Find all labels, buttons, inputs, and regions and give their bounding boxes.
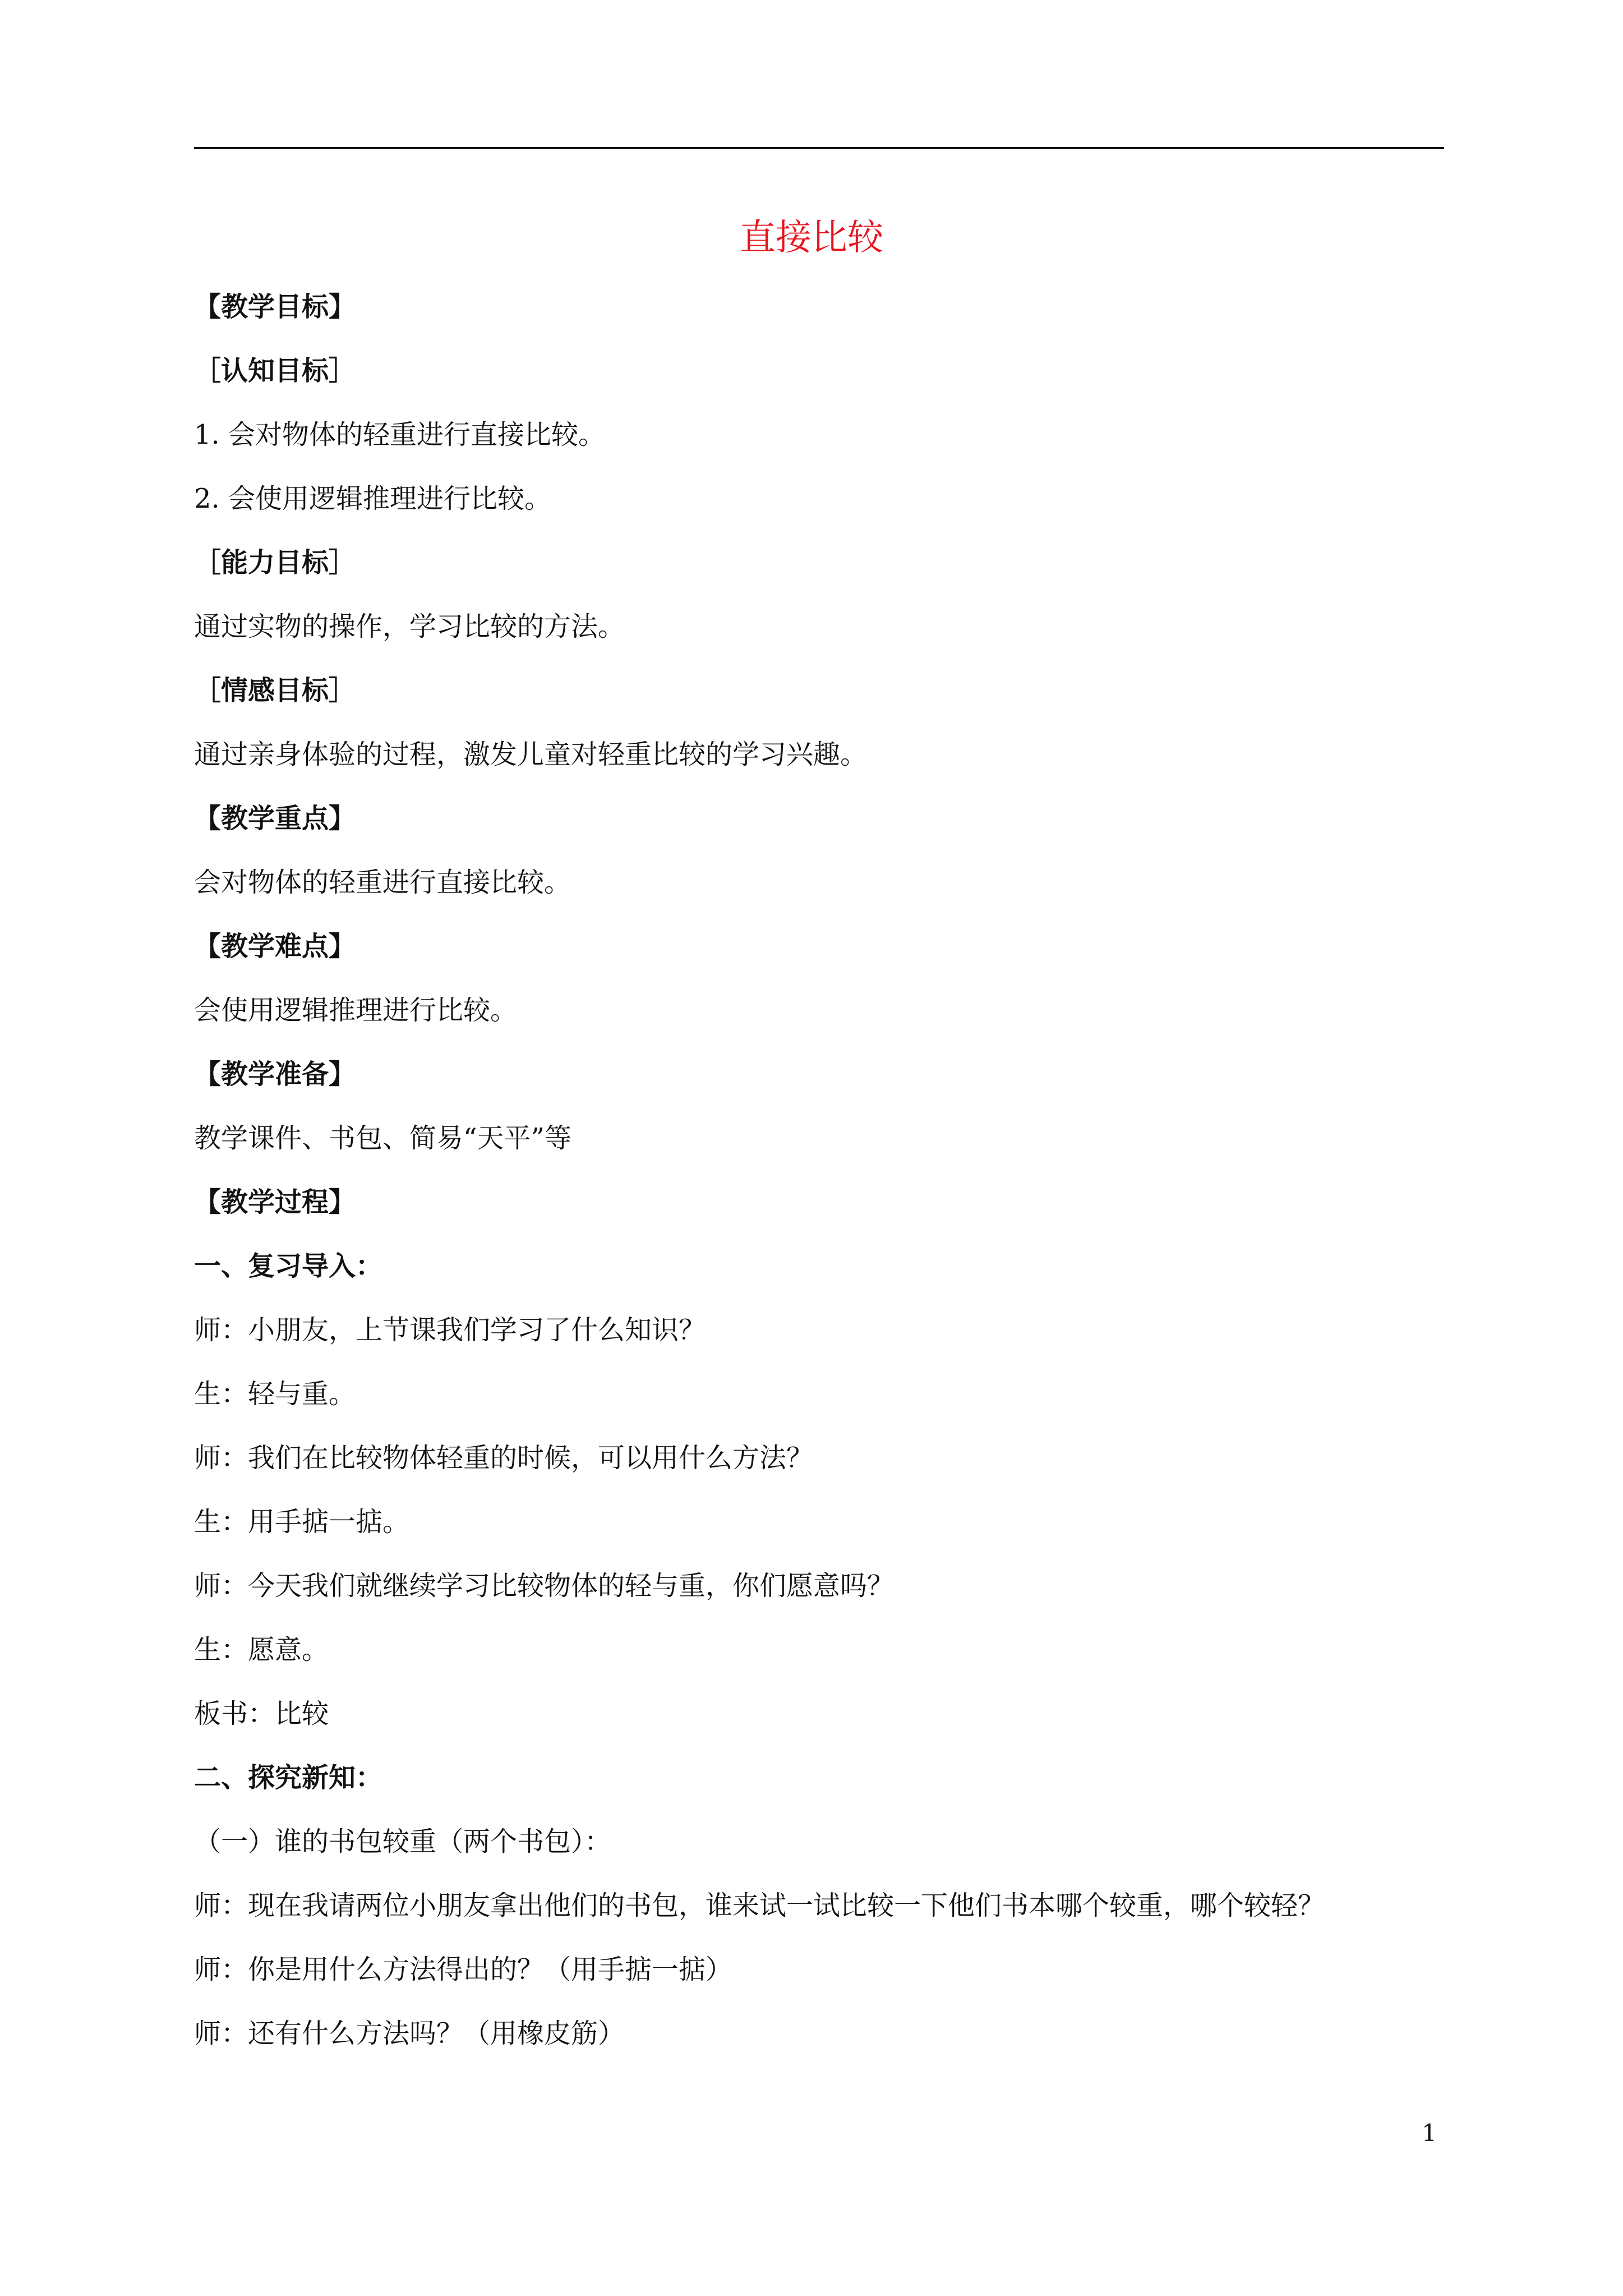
section-heading: ［认知目标］ [194, 355, 356, 386]
page-title: 直接比较 [740, 217, 883, 259]
paragraph-line: 生：用手掂一掂。 [194, 1506, 410, 1538]
paragraph-line: 会使用逻辑推理进行比较。 [194, 995, 518, 1026]
section-heading: 【教学目标】 [194, 291, 356, 323]
paragraph-line: 生：愿意。 [194, 1634, 329, 1665]
header-rule [194, 147, 1444, 149]
paragraph-line: 师：还有什么方法吗？（用橡皮筋） [194, 2018, 625, 2049]
section-heading: ［情感目标］ [194, 675, 356, 706]
paragraph-line: 师：现在我请两位小朋友拿出他们的书包，谁来试一试比较一下他们书本哪个较重，哪个较轻？ [194, 1890, 1325, 1921]
section-heading: 【教学重点】 [194, 803, 356, 834]
paragraph-line: 生：轻与重。 [194, 1378, 356, 1410]
paragraph-line: （一）谁的书包较重（两个书包）： [194, 1826, 612, 1857]
paragraph-line: 通过亲身体验的过程，激发儿童对轻重比较的学习兴趣。 [194, 739, 868, 770]
section-heading: 【教学过程】 [194, 1186, 356, 1218]
document-body [194, 289, 1444, 2079]
paragraph-line: 板书：比较 [194, 1698, 329, 1729]
section-heading: ［能力目标］ [194, 547, 356, 578]
section-heading: 一、复习导入： [194, 1250, 383, 1282]
section-heading: 【教学准备】 [194, 1059, 356, 1090]
paragraph-line: 会对物体的轻重进行直接比较。 [194, 867, 571, 898]
page-number: 1 [1422, 2119, 1437, 2147]
paragraph-line: 教学课件、书包、简易“天平”等 [194, 1122, 572, 1154]
paragraph-line: 师：你是用什么方法得出的？（用手掂一掂） [194, 1954, 733, 1985]
paragraph-line: 师：我们在比较物体轻重的时候，可以用什么方法？ [194, 1442, 814, 1474]
paragraph-line: 通过实物的操作，学习比较的方法。 [194, 611, 625, 642]
paragraph-line: 师：今天我们就继续学习比较物体的轻与重，你们愿意吗？ [194, 1570, 895, 1602]
section-heading: 【教学难点】 [194, 931, 356, 962]
paragraph-line: 师：小朋友，上节课我们学习了什么知识？ [194, 1314, 706, 1346]
paragraph-line: 2. 会使用逻辑推理进行比较。 [194, 483, 552, 514]
paragraph-line: 1. 会对物体的轻重进行直接比较。 [194, 419, 606, 450]
section-heading: 二、探究新知： [194, 1762, 383, 1793]
